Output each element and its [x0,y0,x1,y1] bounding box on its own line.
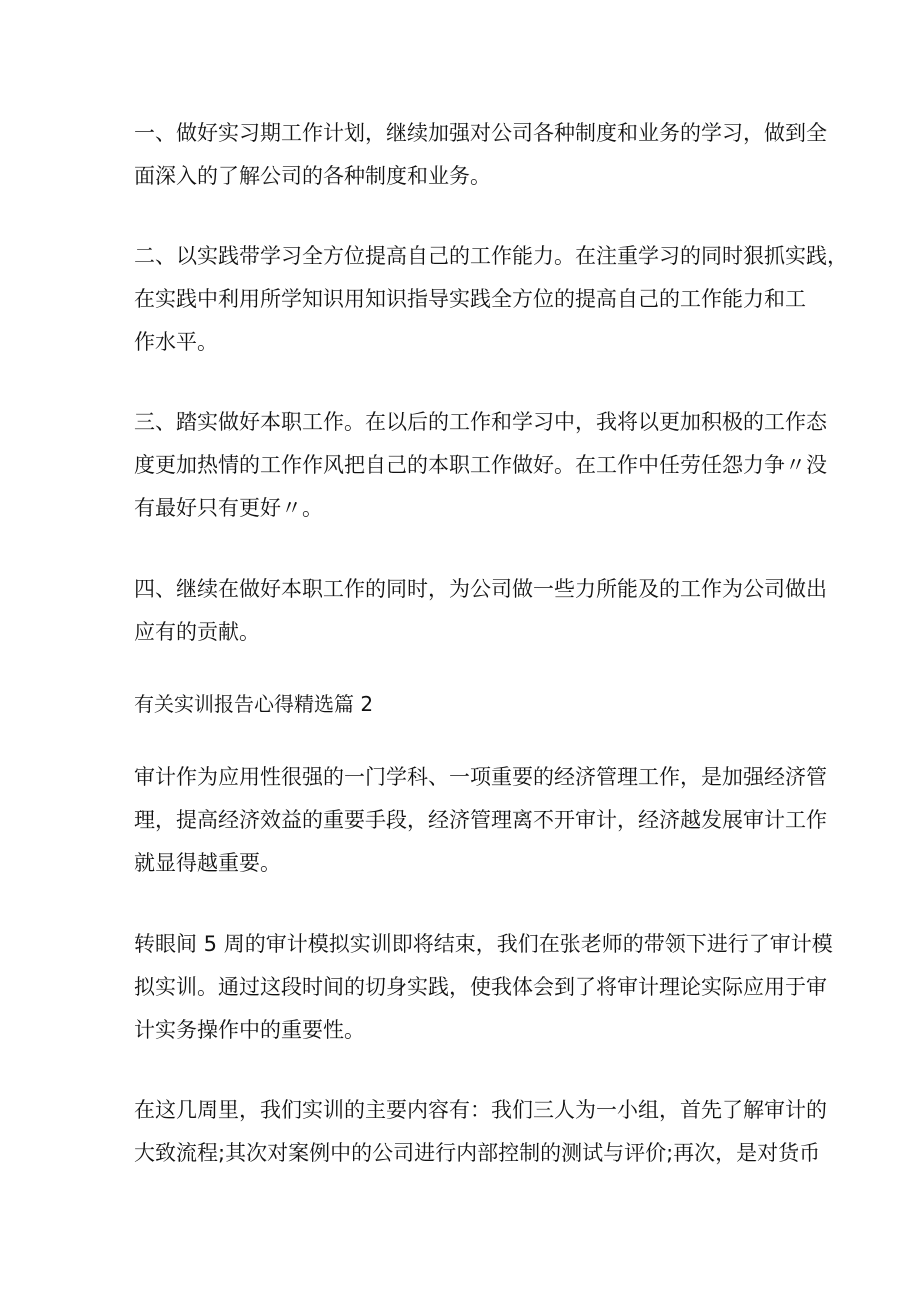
paragraph-plan [134,112,827,198]
text-line: 就显得越重要。 [134,851,281,875]
text-line: 四、继续在做好本职工作的同时，为公司做一些力所能及的工作为公司做出 [134,577,827,601]
text-line: 作水平。 [134,330,218,354]
text-line: 有最好只有更好〃。 [134,496,323,520]
paragraph-training [134,923,833,1052]
text-line: 拟实训。通过这段时间的切身实践，使我体会到了将审计理论实际应用于审 [134,975,827,999]
paragraph-contribution [134,568,827,654]
paragraph-audit-intro [134,756,827,885]
text-line: 度更加热情的工作作风把自己的本职工作做好。在工作中任劳任怨力争〃没 [134,453,827,477]
section-heading: 有关实训报告心得精选篇 2 [134,692,374,716]
text-line: 大致流程;其次对案例中的公司进行内部控制的测试与评价;再次，是对货币 [134,1141,821,1165]
text-line: 转眼间 5 周的审计模拟实训即将结束，我们在张老师的带领下进行了审计模 [134,932,833,956]
paragraph-practice [134,235,848,364]
text-line: 在实践中利用所学知识用知识指导实践全方位的提高自己的工作能力和工 [134,287,806,311]
paragraph-content [134,1089,827,1175]
paragraph-duty [134,401,827,530]
text-line: 在这几周里，我们实训的主要内容有：我们三人为一小组，首先了解审计的 [134,1098,827,1122]
text-line: 审计作为应用性很强的一门学科、一项重要的经济管理工作，是加强经济管 [134,765,827,789]
text-line: 计实务操作中的重要性。 [134,1018,365,1042]
text-line: 三、踏实做好本职工作。在以后的工作和学习中，我将以更加积极的工作态 [134,410,827,434]
text-line: 面深入的了解公司的各种制度和业务。 [134,164,491,188]
text-line: 理，提高经济效益的重要手段，经济管理离不开审计，经济越发展审计工作 [134,808,827,832]
text-line: 应有的贡献。 [134,620,260,644]
text-line: 二、以实践带学习全方位提高自己的工作能力。在注重学习的同时狠抓实践， [134,244,848,268]
text-line: 一、做好实习期工作计划，继续加强对公司各种制度和业务的学习，做到全 [134,121,827,145]
